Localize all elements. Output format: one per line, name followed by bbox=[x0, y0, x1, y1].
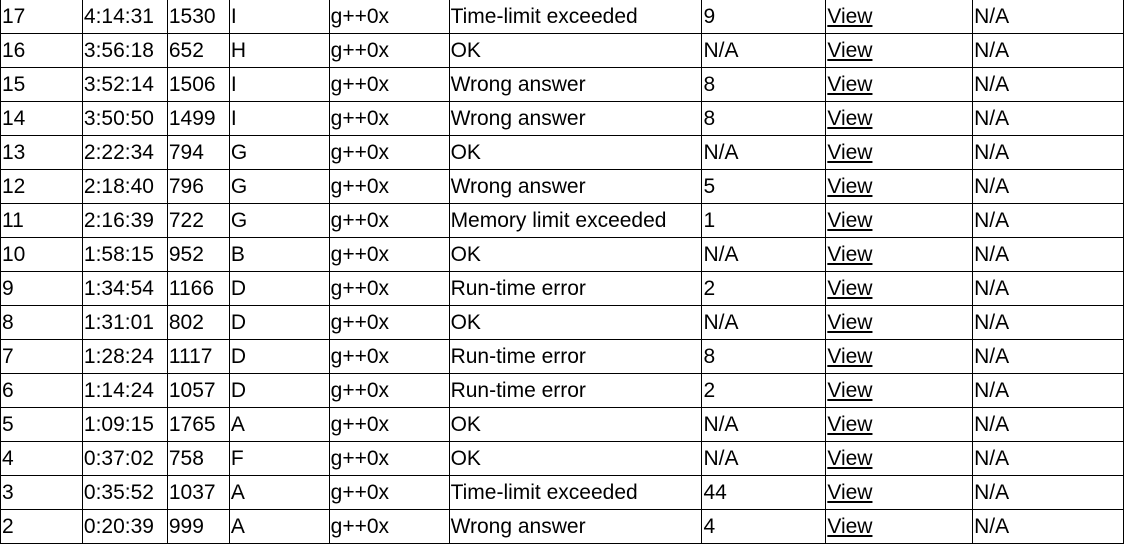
language-cell: g++0x bbox=[329, 340, 449, 374]
table-row bbox=[1, 442, 1124, 476]
problem-cell: I bbox=[229, 0, 329, 34]
table-row bbox=[1, 306, 1124, 340]
language-cell: g++0x bbox=[329, 374, 449, 408]
extra-cell: N/A bbox=[973, 136, 1124, 170]
submission-time-cell: 4:14:31 bbox=[82, 0, 167, 34]
view-link[interactable]: View bbox=[827, 73, 873, 96]
submission-memory-cell: 952 bbox=[167, 238, 229, 272]
submission-id-cell: 5 bbox=[1, 408, 83, 442]
extra-cell: N/A bbox=[973, 102, 1124, 136]
submission-memory-cell: 1037 bbox=[167, 476, 229, 510]
view-link-cell bbox=[826, 408, 973, 442]
view-link[interactable]: View bbox=[827, 447, 873, 470]
verdict-cell: Memory limit exceeded bbox=[449, 204, 702, 238]
table-row bbox=[1, 0, 1124, 34]
view-link[interactable]: View bbox=[827, 311, 873, 334]
language-cell: g++0x bbox=[329, 442, 449, 476]
problem-cell: A bbox=[229, 476, 329, 510]
extra-cell: N/A bbox=[973, 68, 1124, 102]
table-row bbox=[1, 408, 1124, 442]
verdict-cell: OK bbox=[449, 408, 702, 442]
submission-id-cell: 3 bbox=[1, 476, 83, 510]
extra-cell: N/A bbox=[973, 510, 1124, 544]
view-link-cell bbox=[826, 510, 973, 544]
view-link[interactable]: View bbox=[827, 277, 873, 300]
verdict-cell: Wrong answer bbox=[449, 170, 702, 204]
failed-test-cell: N/A bbox=[702, 34, 826, 68]
view-link[interactable]: View bbox=[827, 345, 873, 368]
problem-cell: I bbox=[229, 68, 329, 102]
submission-memory-cell: 758 bbox=[167, 442, 229, 476]
language-cell: g++0x bbox=[329, 0, 449, 34]
submission-time-cell: 3:56:18 bbox=[82, 34, 167, 68]
language-cell: g++0x bbox=[329, 34, 449, 68]
submission-time-cell: 1:14:24 bbox=[82, 374, 167, 408]
submission-time-cell: 1:28:24 bbox=[82, 340, 167, 374]
language-cell: g++0x bbox=[329, 136, 449, 170]
extra-cell: N/A bbox=[973, 306, 1124, 340]
view-link[interactable]: View bbox=[827, 175, 873, 198]
problem-cell: D bbox=[229, 306, 329, 340]
failed-test-cell: N/A bbox=[702, 408, 826, 442]
failed-test-cell: 8 bbox=[702, 68, 826, 102]
submission-id-cell: 7 bbox=[1, 340, 83, 374]
submission-memory-cell: 1530 bbox=[167, 0, 229, 34]
failed-test-cell: 8 bbox=[702, 340, 826, 374]
view-link[interactable]: View bbox=[827, 209, 873, 232]
submission-memory-cell: 999 bbox=[167, 510, 229, 544]
language-cell: g++0x bbox=[329, 238, 449, 272]
verdict-cell: OK bbox=[449, 306, 702, 340]
submission-memory-cell: 802 bbox=[167, 306, 229, 340]
verdict-cell: OK bbox=[449, 442, 702, 476]
view-link-cell bbox=[826, 238, 973, 272]
problem-cell: D bbox=[229, 272, 329, 306]
problem-cell: B bbox=[229, 238, 329, 272]
submissions-table-body bbox=[1, 0, 1124, 544]
table-row bbox=[1, 510, 1124, 544]
submission-memory-cell: 1506 bbox=[167, 68, 229, 102]
submission-memory-cell: 794 bbox=[167, 136, 229, 170]
language-cell: g++0x bbox=[329, 170, 449, 204]
submission-id-cell: 10 bbox=[1, 238, 83, 272]
verdict-cell: Time-limit exceeded bbox=[449, 0, 702, 34]
failed-test-cell: N/A bbox=[702, 442, 826, 476]
view-link-cell bbox=[826, 102, 973, 136]
language-cell: g++0x bbox=[329, 408, 449, 442]
view-link[interactable]: View bbox=[827, 5, 873, 28]
table-row bbox=[1, 102, 1124, 136]
language-cell: g++0x bbox=[329, 306, 449, 340]
verdict-cell: Run-time error bbox=[449, 272, 702, 306]
verdict-cell: OK bbox=[449, 136, 702, 170]
view-link[interactable]: View bbox=[827, 379, 873, 402]
failed-test-cell: N/A bbox=[702, 136, 826, 170]
extra-cell: N/A bbox=[973, 272, 1124, 306]
failed-test-cell: 2 bbox=[702, 374, 826, 408]
submission-time-cell: 2:16:39 bbox=[82, 204, 167, 238]
problem-cell: D bbox=[229, 340, 329, 374]
table-row bbox=[1, 68, 1124, 102]
view-link[interactable]: View bbox=[827, 39, 873, 62]
view-link-cell bbox=[826, 340, 973, 374]
problem-cell: G bbox=[229, 204, 329, 238]
table-row bbox=[1, 272, 1124, 306]
failed-test-cell: 5 bbox=[702, 170, 826, 204]
view-link-cell bbox=[826, 442, 973, 476]
table-row bbox=[1, 238, 1124, 272]
submission-id-cell: 11 bbox=[1, 204, 83, 238]
verdict-cell: Run-time error bbox=[449, 340, 702, 374]
submission-time-cell: 0:37:02 bbox=[82, 442, 167, 476]
submission-memory-cell: 1765 bbox=[167, 408, 229, 442]
verdict-cell: OK bbox=[449, 34, 702, 68]
problem-cell: I bbox=[229, 102, 329, 136]
failed-test-cell: 8 bbox=[702, 102, 826, 136]
extra-cell: N/A bbox=[973, 170, 1124, 204]
extra-cell: N/A bbox=[973, 476, 1124, 510]
failed-test-cell: 1 bbox=[702, 204, 826, 238]
verdict-cell: Time-limit exceeded bbox=[449, 476, 702, 510]
submission-id-cell: 4 bbox=[1, 442, 83, 476]
submission-time-cell: 3:50:50 bbox=[82, 102, 167, 136]
problem-cell: A bbox=[229, 510, 329, 544]
verdict-cell: Wrong answer bbox=[449, 510, 702, 544]
failed-test-cell: 4 bbox=[702, 510, 826, 544]
extra-cell: N/A bbox=[973, 34, 1124, 68]
view-link-cell bbox=[826, 0, 973, 34]
language-cell: g++0x bbox=[329, 272, 449, 306]
view-link-cell bbox=[826, 68, 973, 102]
submission-time-cell: 2:22:34 bbox=[82, 136, 167, 170]
view-link-cell bbox=[826, 306, 973, 340]
submission-memory-cell: 1057 bbox=[167, 374, 229, 408]
submission-time-cell: 3:52:14 bbox=[82, 68, 167, 102]
problem-cell: G bbox=[229, 136, 329, 170]
problem-cell: F bbox=[229, 442, 329, 476]
submission-id-cell: 8 bbox=[1, 306, 83, 340]
extra-cell: N/A bbox=[973, 204, 1124, 238]
submission-id-cell: 2 bbox=[1, 510, 83, 544]
table-row bbox=[1, 340, 1124, 374]
problem-cell: G bbox=[229, 170, 329, 204]
submission-time-cell: 1:58:15 bbox=[82, 238, 167, 272]
extra-cell: N/A bbox=[973, 442, 1124, 476]
submission-id-cell: 12 bbox=[1, 170, 83, 204]
failed-test-cell: 9 bbox=[702, 0, 826, 34]
extra-cell: N/A bbox=[973, 0, 1124, 34]
submission-time-cell: 1:09:15 bbox=[82, 408, 167, 442]
submission-memory-cell: 1499 bbox=[167, 102, 229, 136]
problem-cell: D bbox=[229, 374, 329, 408]
view-link[interactable]: View bbox=[827, 141, 873, 164]
language-cell: g++0x bbox=[329, 68, 449, 102]
submission-memory-cell: 652 bbox=[167, 34, 229, 68]
view-link-cell bbox=[826, 374, 973, 408]
submission-id-cell: 14 bbox=[1, 102, 83, 136]
submission-memory-cell: 722 bbox=[167, 204, 229, 238]
view-link-cell bbox=[826, 476, 973, 510]
submission-memory-cell: 1166 bbox=[167, 272, 229, 306]
view-link[interactable]: View bbox=[827, 107, 873, 130]
verdict-cell: Wrong answer bbox=[449, 102, 702, 136]
problem-cell: A bbox=[229, 408, 329, 442]
submission-id-cell: 15 bbox=[1, 68, 83, 102]
submission-time-cell: 0:35:52 bbox=[82, 476, 167, 510]
table-row bbox=[1, 476, 1124, 510]
view-link[interactable]: View bbox=[827, 243, 873, 266]
view-link-cell bbox=[826, 34, 973, 68]
table-row bbox=[1, 204, 1124, 238]
extra-cell: N/A bbox=[973, 408, 1124, 442]
language-cell: g++0x bbox=[329, 204, 449, 238]
failed-test-cell: N/A bbox=[702, 306, 826, 340]
verdict-cell: Wrong answer bbox=[449, 68, 702, 102]
submission-memory-cell: 796 bbox=[167, 170, 229, 204]
extra-cell: N/A bbox=[973, 238, 1124, 272]
verdict-cell: Run-time error bbox=[449, 374, 702, 408]
extra-cell: N/A bbox=[973, 374, 1124, 408]
failed-test-cell: 2 bbox=[702, 272, 826, 306]
view-link-cell bbox=[826, 136, 973, 170]
view-link[interactable]: View bbox=[827, 413, 873, 436]
extra-cell: N/A bbox=[973, 340, 1124, 374]
submission-time-cell: 1:31:01 bbox=[82, 306, 167, 340]
submission-time-cell: 0:20:39 bbox=[82, 510, 167, 544]
table-row bbox=[1, 374, 1124, 408]
failed-test-cell: 44 bbox=[702, 476, 826, 510]
view-link-cell bbox=[826, 204, 973, 238]
view-link[interactable]: View bbox=[827, 481, 873, 504]
submission-time-cell: 2:18:40 bbox=[82, 170, 167, 204]
verdict-cell: OK bbox=[449, 238, 702, 272]
language-cell: g++0x bbox=[329, 476, 449, 510]
submission-id-cell: 17 bbox=[1, 0, 83, 34]
language-cell: g++0x bbox=[329, 510, 449, 544]
table-row bbox=[1, 136, 1124, 170]
view-link-cell bbox=[826, 272, 973, 306]
table-row bbox=[1, 170, 1124, 204]
submission-id-cell: 6 bbox=[1, 374, 83, 408]
submission-id-cell: 9 bbox=[1, 272, 83, 306]
failed-test-cell: N/A bbox=[702, 238, 826, 272]
view-link[interactable]: View bbox=[827, 515, 873, 538]
submission-id-cell: 13 bbox=[1, 136, 83, 170]
view-link-cell bbox=[826, 170, 973, 204]
table-row bbox=[1, 34, 1124, 68]
language-cell: g++0x bbox=[329, 102, 449, 136]
submission-id-cell: 16 bbox=[1, 34, 83, 68]
submission-memory-cell: 1117 bbox=[167, 340, 229, 374]
submission-time-cell: 1:34:54 bbox=[82, 272, 167, 306]
problem-cell: H bbox=[229, 34, 329, 68]
